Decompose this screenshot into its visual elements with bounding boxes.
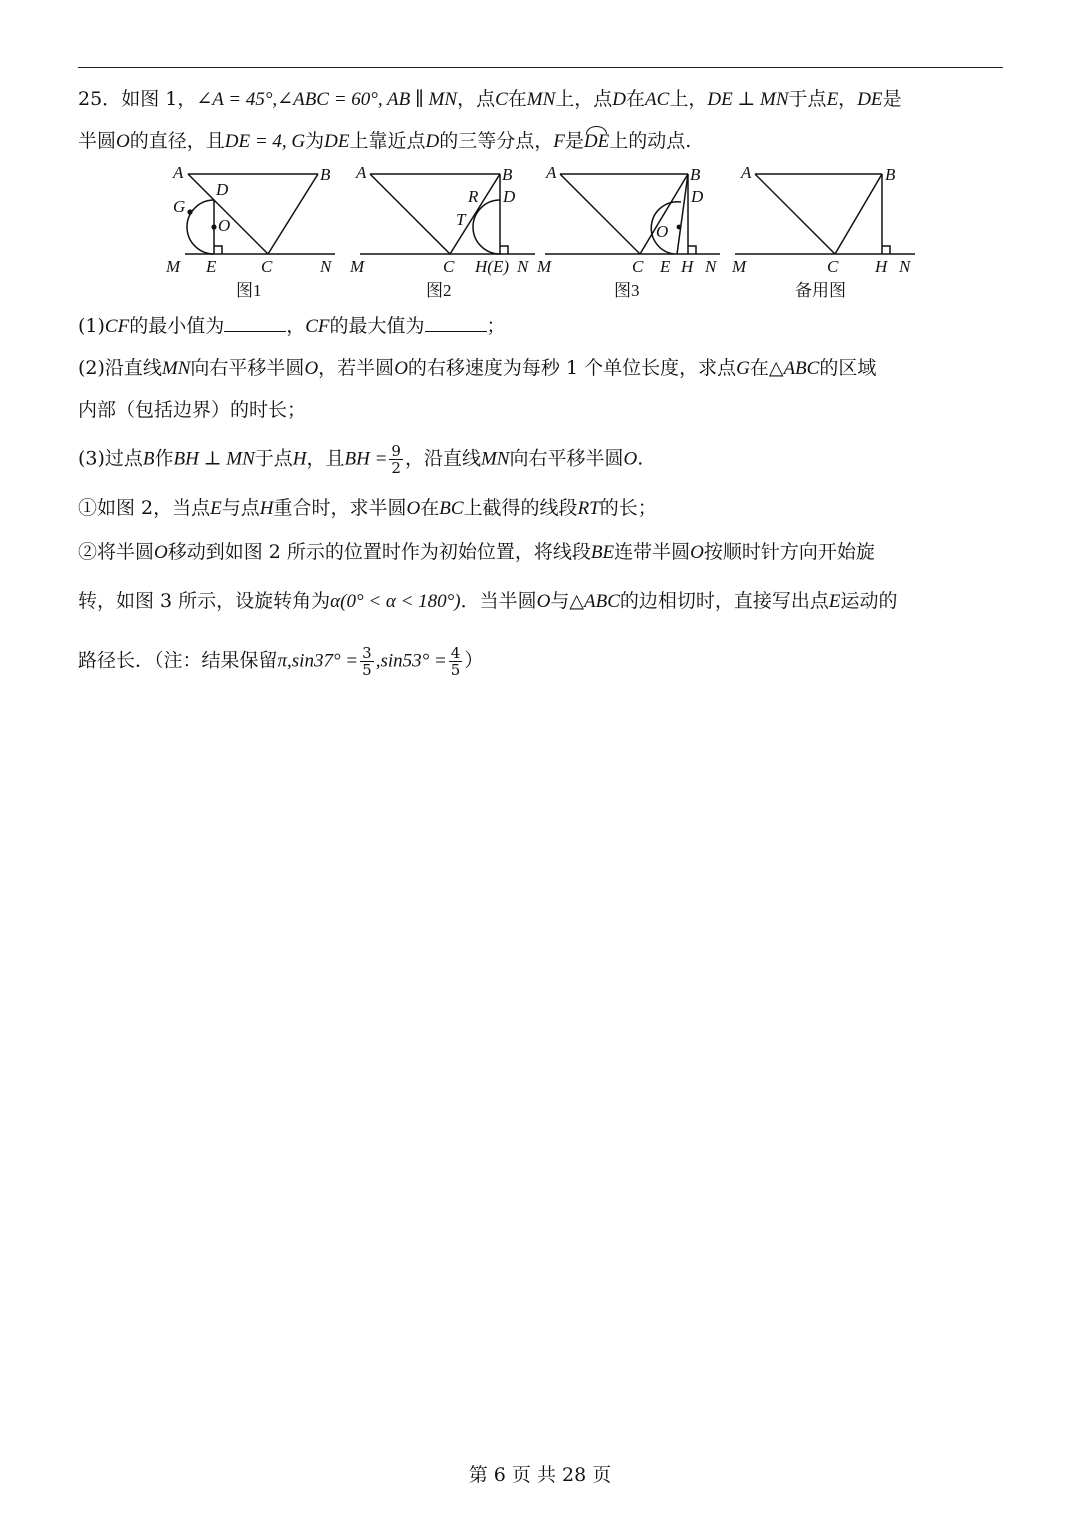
- label-e: E: [660, 257, 671, 276]
- fraction-3-5: $\frac{3}{5}$: [362, 644, 372, 679]
- label-n: N: [517, 257, 529, 276]
- question-3b-line-1: ②将半圆O移动到如图 2 所示的位置时作为初始位置，将线段BE连带半圆O按顺时针方向开始旋: [78, 541, 875, 563]
- label-n: N: [899, 257, 911, 276]
- label-e: E: [206, 257, 217, 276]
- label-t: T: [456, 210, 466, 229]
- question-1: (1)CF的最小值为 ，CF的最大值为 ；: [78, 315, 506, 337]
- question-3b-line-3: 路径长．（注：结果保留π,sin37° = $\frac{3}{5}$ ,sin53° = $\frac{4}{5}$ ）: [78, 644, 484, 679]
- label-b: B: [320, 165, 331, 184]
- point-o-fig3: [677, 225, 682, 230]
- header-rule: [78, 67, 1003, 68]
- label-m: M: [537, 257, 552, 276]
- label-g: G: [173, 197, 186, 216]
- label-b: B: [885, 165, 896, 184]
- question-3: (3)过点B作BH ⊥ MN于点H，且BH = $\frac{9}{2}$ ，沿直线MN向右平移半圆O.: [78, 442, 644, 477]
- label-b: B: [690, 165, 701, 184]
- caption-backup: 备用图: [795, 281, 846, 300]
- point-g: [187, 209, 192, 214]
- question-2-line-2: 内部（包括边界）的时长；: [78, 399, 307, 421]
- figure-3: [545, 174, 720, 254]
- label-h-e: H(E): [475, 257, 509, 276]
- label-a: A: [546, 163, 557, 182]
- figure-1: [185, 174, 335, 254]
- label-m: M: [166, 257, 181, 276]
- label-c: C: [261, 257, 273, 276]
- label-m: M: [350, 257, 365, 276]
- caption-fig1: 图1: [236, 281, 262, 300]
- problem-line-2: 半圆O的直径，且DE = 4, G为DE上靠近点D的三等分点，F是DE上的动点.: [78, 128, 691, 155]
- point-o-fig1: [211, 224, 216, 229]
- label-h: H: [875, 257, 888, 276]
- label-a: A: [741, 163, 752, 182]
- problem-line-1: 25．如图 1，∠A = 45°,∠ABC = 60°, AB ∥ MN，点C在MN上，点D在AC上，DE ⊥ MN于点E，DE是: [78, 88, 902, 110]
- question-3a: ①如图 2，当点E与点H重合时，求半圆O在BC上截得的线段RT的长；: [78, 497, 657, 519]
- fraction-9-2: $\frac{9}{2}$: [391, 442, 401, 477]
- page-footer: 第 6 页 共 28 页: [468, 1464, 612, 1486]
- figure-strip: [150, 158, 930, 308]
- label-d: D: [216, 180, 229, 199]
- figure-2: [360, 174, 535, 254]
- label-b: B: [502, 165, 513, 184]
- fraction-4-5: $\frac{4}{5}$: [450, 644, 461, 679]
- label-n: N: [320, 257, 332, 276]
- label-d: D: [691, 187, 704, 206]
- label-h: H: [681, 257, 694, 276]
- label-d: D: [503, 187, 516, 206]
- label-c: C: [827, 257, 839, 276]
- label-a: A: [356, 163, 367, 182]
- label-m: M: [732, 257, 747, 276]
- question-3b-line-2: 转，如图 3 所示，设旋转角为α(0° < α < 180°)．当半圆O与△ABC的边相切时，直接写出点E运动的: [78, 590, 898, 612]
- figure-backup: [735, 174, 915, 254]
- label-r: R: [468, 187, 479, 206]
- label-o: O: [218, 216, 231, 235]
- label-a: A: [173, 163, 184, 182]
- question-2-line-1: (2)沿直线MN向右平移半圆O，若半圆O的右移速度为每秒 1 个单位长度，求点G在△ABC的区域: [78, 357, 877, 379]
- answer-blank-min[interactable]: [224, 313, 286, 332]
- problem-number: 25．: [78, 88, 122, 110]
- caption-fig3: 图3: [614, 281, 640, 300]
- label-o: O: [656, 222, 669, 241]
- label-c: C: [443, 257, 455, 276]
- arc-de: DE: [584, 129, 609, 155]
- label-n: N: [705, 257, 717, 276]
- label-c: C: [632, 257, 644, 276]
- answer-blank-max[interactable]: [425, 313, 487, 332]
- caption-fig2: 图2: [426, 281, 452, 300]
